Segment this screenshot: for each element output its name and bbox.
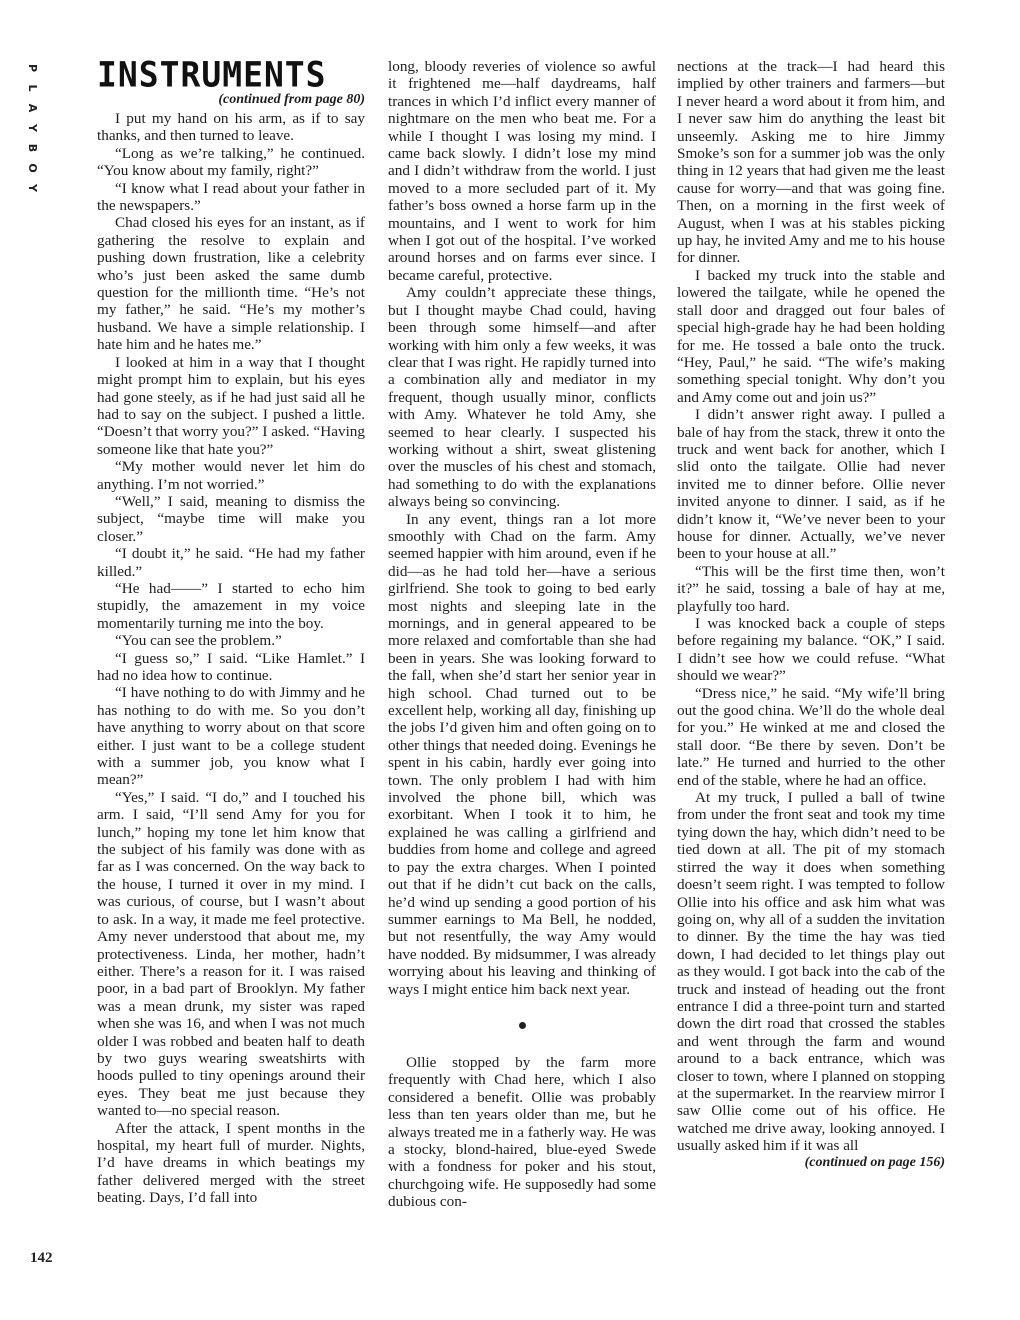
paragraph: After the attack, I spent months in the hospital, my heart full of murder. Nights, I’d have dreams in which beatings my father delivered merged with the street beating. Days, I’d fall into bbox=[97, 1119, 365, 1207]
paragraph: In any event, things ran a lot more smoothly with Chad on the farm. Amy seemed happier with him around, even if he did—as he had told her—have a serious girlfriend. She took to going to bed early most nights and sleeping late in the mornings, and in general appeared to be more relaxed and comfortable than she had been in years. She was looking forward to the fall, when she’d start her senior year in high school. Chad turned out to be excellent help, working all day, finishing up the jobs I’d given him and often going on to other things that needed doing. Evenings he spent in his cabin, hardly ever going into town. The only problem I had with him involved the phone bill, which was exorbitant. When I took it to him, he explained he was calling a girlfriend and buddies from home and college and agreed to pay the extra charges. When I pointed out that if he didn’t cut back on the calls, he’d wind up sending a good portion of his summer earnings to Ma Bell, he nodded, but not resentfully, the way Amy would have nodded. By midsummer, I was already worrying about his leaving and thinking of ways I might entice him back next year. bbox=[388, 510, 656, 998]
column-2-text bbox=[388, 58, 656, 998]
section-break bbox=[388, 998, 656, 1054]
paragraph: “This will be the first time then, won’t it?” he said, tossing a bale of hay at me, playfully too hard. bbox=[677, 562, 945, 615]
page-number: 142 bbox=[30, 1250, 53, 1266]
paragraph: “I know what I read about your father in the newspapers.” bbox=[97, 179, 365, 215]
brand-letter: L bbox=[26, 84, 39, 92]
column-2 bbox=[388, 58, 656, 1211]
column-3 bbox=[677, 58, 945, 1171]
brand-letter: Y bbox=[26, 184, 39, 192]
column-3-text bbox=[677, 58, 945, 1155]
paragraph: “He had——” I started to echo him stupidly, the amazement in my voice momentarily turning me into the boy. bbox=[97, 579, 365, 632]
article-title: INSTRUMENTS bbox=[97, 53, 327, 95]
paragraph: “I doubt it,” he said. “He had my father killed.” bbox=[97, 545, 365, 580]
paragraph: Chad closed his eyes for an instant, as if gathering the resolve to explain and pushing down frustration, like a celebrity who’s just been asked the same dumb question for the millionth time. “He’s not my father,” he said. “He’s my mother’s husband. We have a simple relationship. I hate him and he hates me.” bbox=[97, 214, 365, 354]
paragraph: I looked at him in a way that I thought might prompt him to explain, but his eyes had gone steely, as if he had just said all he had to say on the subject. I pushed a little. “Doesn’t that worry you?” I asked. “Having someone like that hate you?” bbox=[97, 353, 365, 458]
paragraph: “Dress nice,” he said. “My wife’ll bring out the good china. We’ll do the whole deal for you.” He winked at me and closed the stall door. “Be there by seven. Don’t be late.” He turned and hurried to the other end of the stable, where he had an office. bbox=[677, 684, 945, 789]
brand-letter: B bbox=[26, 143, 39, 153]
paragraph: I was knocked back a couple of steps before regaining my balance. “OK,” I said. I didn’t see how we could refuse. “What should we wear?” bbox=[677, 615, 945, 685]
paragraph: Amy couldn’t appreciate these things, but I thought maybe Chad could, having been through some himself—and after working with him only a few weeks, it was clear that I was right. He rapidly turned into a combination ally and mediator in my frequent, though usually minor, conflicts with Amy. Whatever he told Amy, she seemed to hear clearly. I suspected his working without a shirt, sweat glistening over the muscles of his chest and stomach, had something to do with the explanations always being so convincing. bbox=[388, 284, 656, 511]
paragraph: “I guess so,” I said. “Like Hamlet.” I had no idea how to continue. bbox=[97, 649, 365, 684]
column-1-text bbox=[97, 110, 365, 1207]
paragraph: long, bloody reveries of violence so awful it frightened me—half daydreams, half trances in which I’d inflict every manner of nightmare on the men who beat me. For a while I thought I was losing my mind. I came back slowly. I didn’t lose my mind and I didn’t withdraw from the world. I just moved to a more secluded part of it. My father’s boss owned a horse farm up in the mountains, and I went to work for him when I got out of the hospital. I’ve worked around horses and on farms ever since. I became careful, protective. bbox=[388, 58, 656, 284]
paragraph: “My mother would never let him do anything. I’m not worried.” bbox=[97, 458, 365, 493]
continued-on-note: (continued on page 156) bbox=[804, 1154, 945, 1170]
brand-letter: Y bbox=[26, 124, 39, 132]
paragraph: “I have nothing to do with Jimmy and he has nothing to do with me. So you don’t have anything to worry about on that score either. I just want to be a college student with a summer job, you know what I mean?” bbox=[97, 684, 365, 789]
magazine-brand bbox=[22, 58, 42, 198]
paragraph: nections at the track—I had heard this implied by other trainers and farmers—but I never heard a word about it from him, and I never saw him do anything the least bit unseemly. Asking me to hire Jimmy Smoke’s son for a summer job was the only thing in 12 years that had given me the least cause for worry—and that was going fine. Then, on a morning in the first week of August, when I was at his stables picking up hay, he invited Amy and me to his house for dinner. bbox=[677, 58, 945, 267]
brand-letter: O bbox=[26, 163, 39, 173]
section-break-dot bbox=[519, 1022, 526, 1029]
brand-letter: P bbox=[26, 63, 39, 73]
paragraph: Ollie stopped by the farm more frequently with Chad here, which I also considered a benefit. Ollie was probably less than ten years older than me, but he always treated me in a fatherly way. He was a stocky, blond-haired, blue-eyed Swede with a fondness for poker and his stout, churchgoing wife. He supposedly had some dubious con- bbox=[388, 1053, 656, 1211]
paragraph: I backed my truck into the stable and lowered the tailgate, while he opened the stall door and dragged out four bales of special high-grade hay he had been holding for me. He tossed a bale onto the truck. “Hey, Paul,” he said. “The wife’s making something special tonight. Why don’t you and Amy come out and join us?” bbox=[677, 266, 945, 406]
paragraph: “Long as we’re talking,” he continued. “You know about my family, right?” bbox=[97, 144, 365, 180]
column-1 bbox=[97, 53, 365, 1207]
column-2-text-after-break bbox=[388, 1054, 656, 1211]
paragraph: “Yes,” I said. “I do,” and I touched his arm. I said, “I’ll send Amy for you for lunch,” hoping my tone let him know that the subject of his family was done with as far as I was concerned. On the way back to the house, I turned it over in my mind. I was curious, of course, but I wasn’t about to ask. In a way, it made me feel protective. Amy never understood that about me, my protectiveness. Linda, her mother, hadn’t either. There’s a reason for it. I was raised poor, in a bad part of Brooklyn. My father was a mean drunk, my sister was raped when she was 16, and when I was not much older I was robbed and beaten half to death by two guys wearing sweatshirts with hoods pulled to tiny openings around their eyes. They beat me just because they wanted to—no special reason. bbox=[97, 788, 365, 1120]
paragraph: “You can see the problem.” bbox=[115, 632, 282, 650]
paragraph: “Well,” I said, meaning to dismiss the subject, “maybe time will make you closer.” bbox=[97, 492, 365, 545]
paragraph: I put my hand on his arm, as if to say thanks, and then turned to leave. bbox=[97, 110, 365, 145]
paragraph: I didn’t answer right away. I pulled a bale of hay from the stack, threw it onto the truck and went back for another, which I slid onto the tailgate. Ollie had never invited me to dinner before. Ollie never invited anyone to dinner. I said, as if he didn’t know it, “We’ve never been to your house for dinner. Actually, we’ve never been to your house at all.” bbox=[677, 406, 945, 563]
brand-letter: A bbox=[26, 103, 39, 113]
continued-from-note: (continued from page 80) bbox=[218, 92, 365, 107]
paragraph: At my truck, I pulled a ball of twine from under the front seat and took my time tying down the hay, which didn’t need to be tied down at all. The pit of my stomach stirred the way it does when something doesn’t seem right. I was tempted to follow Ollie into his office and ask him what was going on, why all of a sudden the invitation to dinner. By the time the hay was tied down, I had decided to let things play out as they would. I got back into the cab of the truck and instead of heading out the front entrance I did a three-point turn and started down the dirt road that crossed the stables and went through the farm and wound around to a back entrance, which was closer to town, where I planned on stopping at the supermarket. In the rearview mirror I saw Ollie come out of his office. He watched me drive away, looking annoyed. I usually asked him if it was all bbox=[677, 789, 945, 1155]
